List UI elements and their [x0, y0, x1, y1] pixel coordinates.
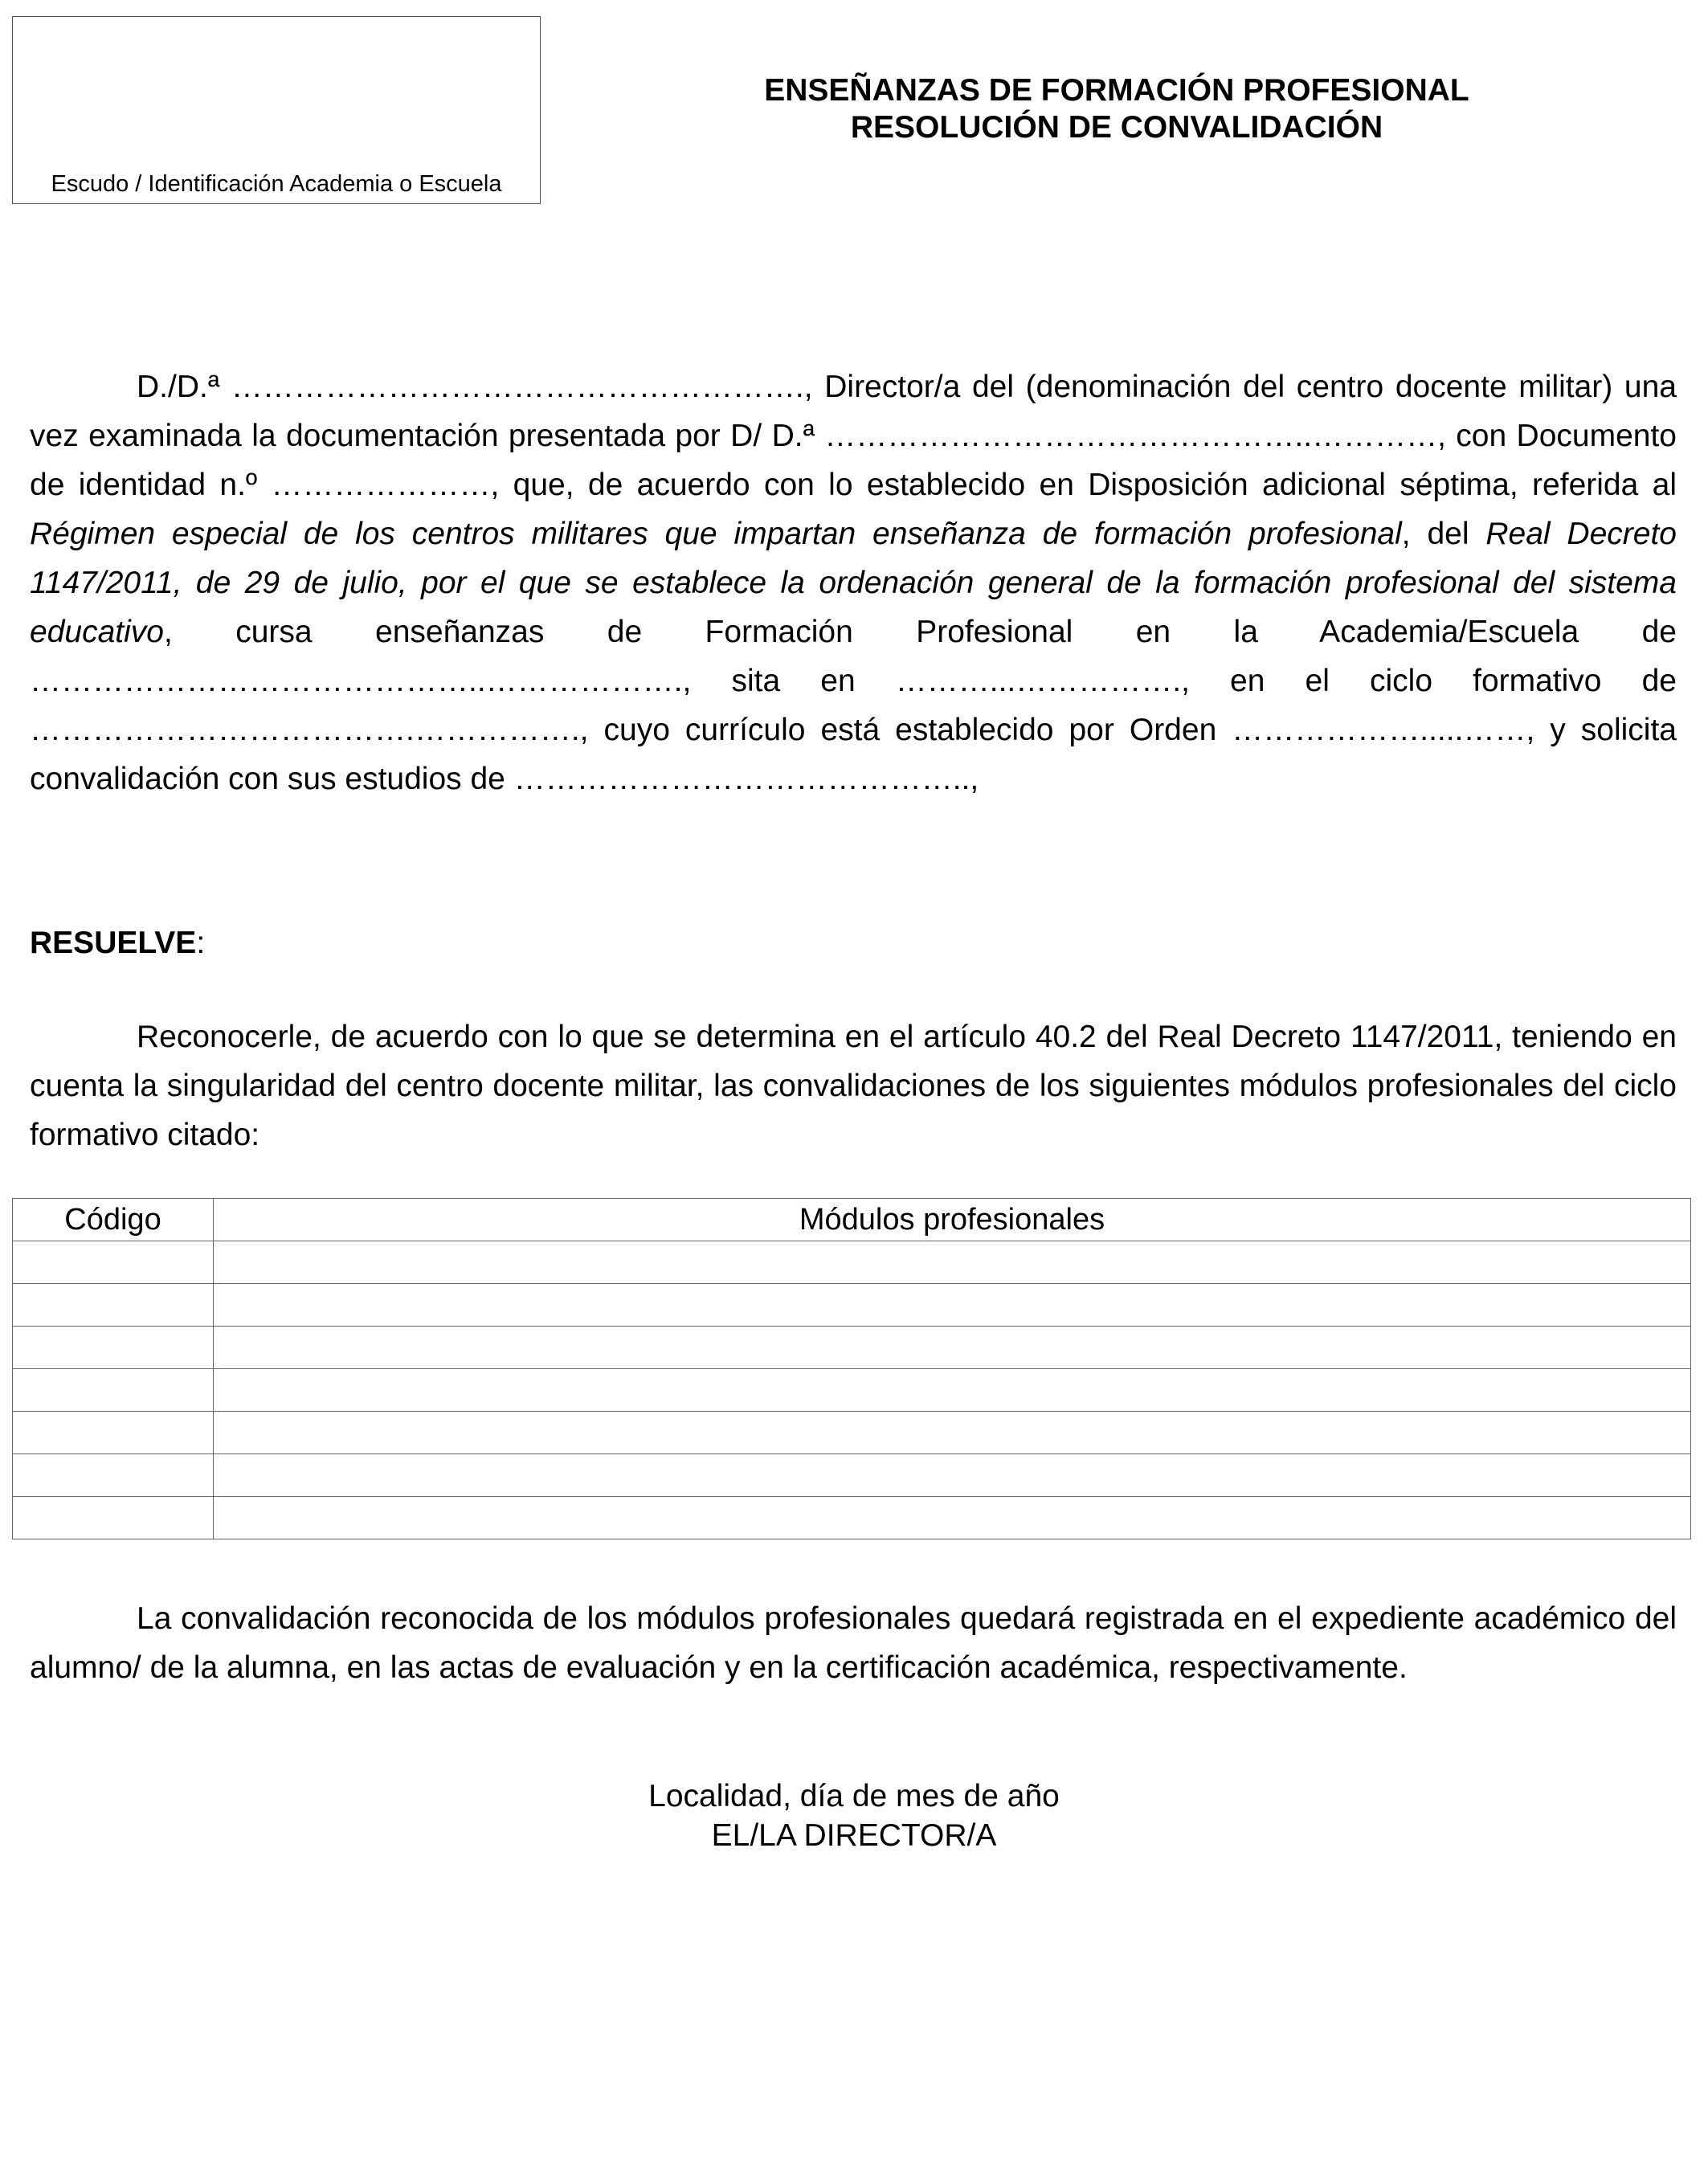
- logo-box: [12, 16, 541, 204]
- modulo-cell[interactable]: [214, 1369, 1691, 1412]
- modules-table: [12, 1198, 1691, 1539]
- document-subtitle: RESOLUCIÓN DE CONVALIDACIÓN: [850, 110, 1383, 145]
- table-row: [13, 1412, 1691, 1454]
- resolution-paragraph: Reconocerle, de acuerdo con lo que se determina en el artículo 40.2 del Real Decreto 1147/2011, teniendo en cuenta la singularidad del centro docente militar, las convalidaciones de los siguientes módulos profesionales del ciclo formativo citado:: [30, 1020, 1677, 1152]
- codigo-cell[interactable]: [13, 1241, 214, 1284]
- codigo-cell[interactable]: [13, 1369, 214, 1412]
- modulo-cell[interactable]: [214, 1284, 1691, 1327]
- column-header-codigo: Código: [13, 1199, 214, 1241]
- column-header-modulos: Módulos profesionales: [214, 1199, 1691, 1241]
- table-row: [13, 1369, 1691, 1412]
- table-row: [13, 1241, 1691, 1284]
- modulo-cell[interactable]: [214, 1241, 1691, 1284]
- table-header-row: [13, 1199, 1691, 1241]
- intro-text-italic-1: Régimen especial de los centros militares que impartan enseñanza de formación profesional: [30, 517, 1402, 551]
- table-row: [13, 1497, 1691, 1539]
- table-row: [13, 1454, 1691, 1497]
- modulo-cell[interactable]: [214, 1412, 1691, 1454]
- codigo-cell[interactable]: [13, 1284, 214, 1327]
- codigo-cell[interactable]: [13, 1497, 214, 1539]
- document-title: ENSEÑANZAS DE FORMACIÓN PROFESIONAL: [764, 73, 1469, 108]
- resuelve-heading: [30, 918, 205, 967]
- intro-text-1: D./D.ª ………………………………………………., Director/a del (denominación del centro docente militar) una vez examinada la documentación presentada por D/ D.ª ………………………………………..…………, con Documento de identidad n.º …………………, que, de acuerdo con lo establecido en Disposición adicional séptima, referida al: [30, 370, 1677, 502]
- closing-paragraph: La convalidación reconocida de los módulos profesionales quedará registrada en el expediente académico del alumno/ de la alumna, en las actas de evaluación y en la certificación académica, respectivamente.: [30, 1601, 1677, 1685]
- intro-text-italic-2: Real Decreto 1147/2011, de 29 de julio, por el que se establece la ordenación general de la formación profesional del sistema educativo: [30, 517, 1677, 649]
- signer-title: EL/LA DIRECTOR/A: [711, 1818, 997, 1853]
- intro-text-2: , del: [1401, 517, 1486, 551]
- intro-paragraph: [30, 362, 1677, 803]
- modulo-cell[interactable]: [214, 1497, 1691, 1539]
- modulo-cell[interactable]: [214, 1327, 1691, 1369]
- intro-text-3: , cursa enseñanzas de Formación Profesional en la Academia/Escuela de ……………………………………..………………., sita en ………...……………., en el ciclo formativo de ……………………………….……………., cuyo currículo está establecido por Orden ……………….....……, y solicita convalidación con sus estudios de ……………………………………..,: [30, 615, 1677, 796]
- resuelve-label: RESUELVE: [30, 926, 197, 960]
- codigo-cell[interactable]: [13, 1454, 214, 1497]
- table-row: [13, 1284, 1691, 1327]
- codigo-cell[interactable]: [13, 1327, 214, 1369]
- codigo-cell[interactable]: [13, 1412, 214, 1454]
- modulo-cell[interactable]: [214, 1454, 1691, 1497]
- table-row: [13, 1327, 1691, 1369]
- resuelve-colon: :: [196, 926, 206, 960]
- place-date: Localidad, día de mes de año: [648, 1779, 1060, 1813]
- logo-caption: Escudo / Identificación Academia o Escuela: [51, 171, 502, 197]
